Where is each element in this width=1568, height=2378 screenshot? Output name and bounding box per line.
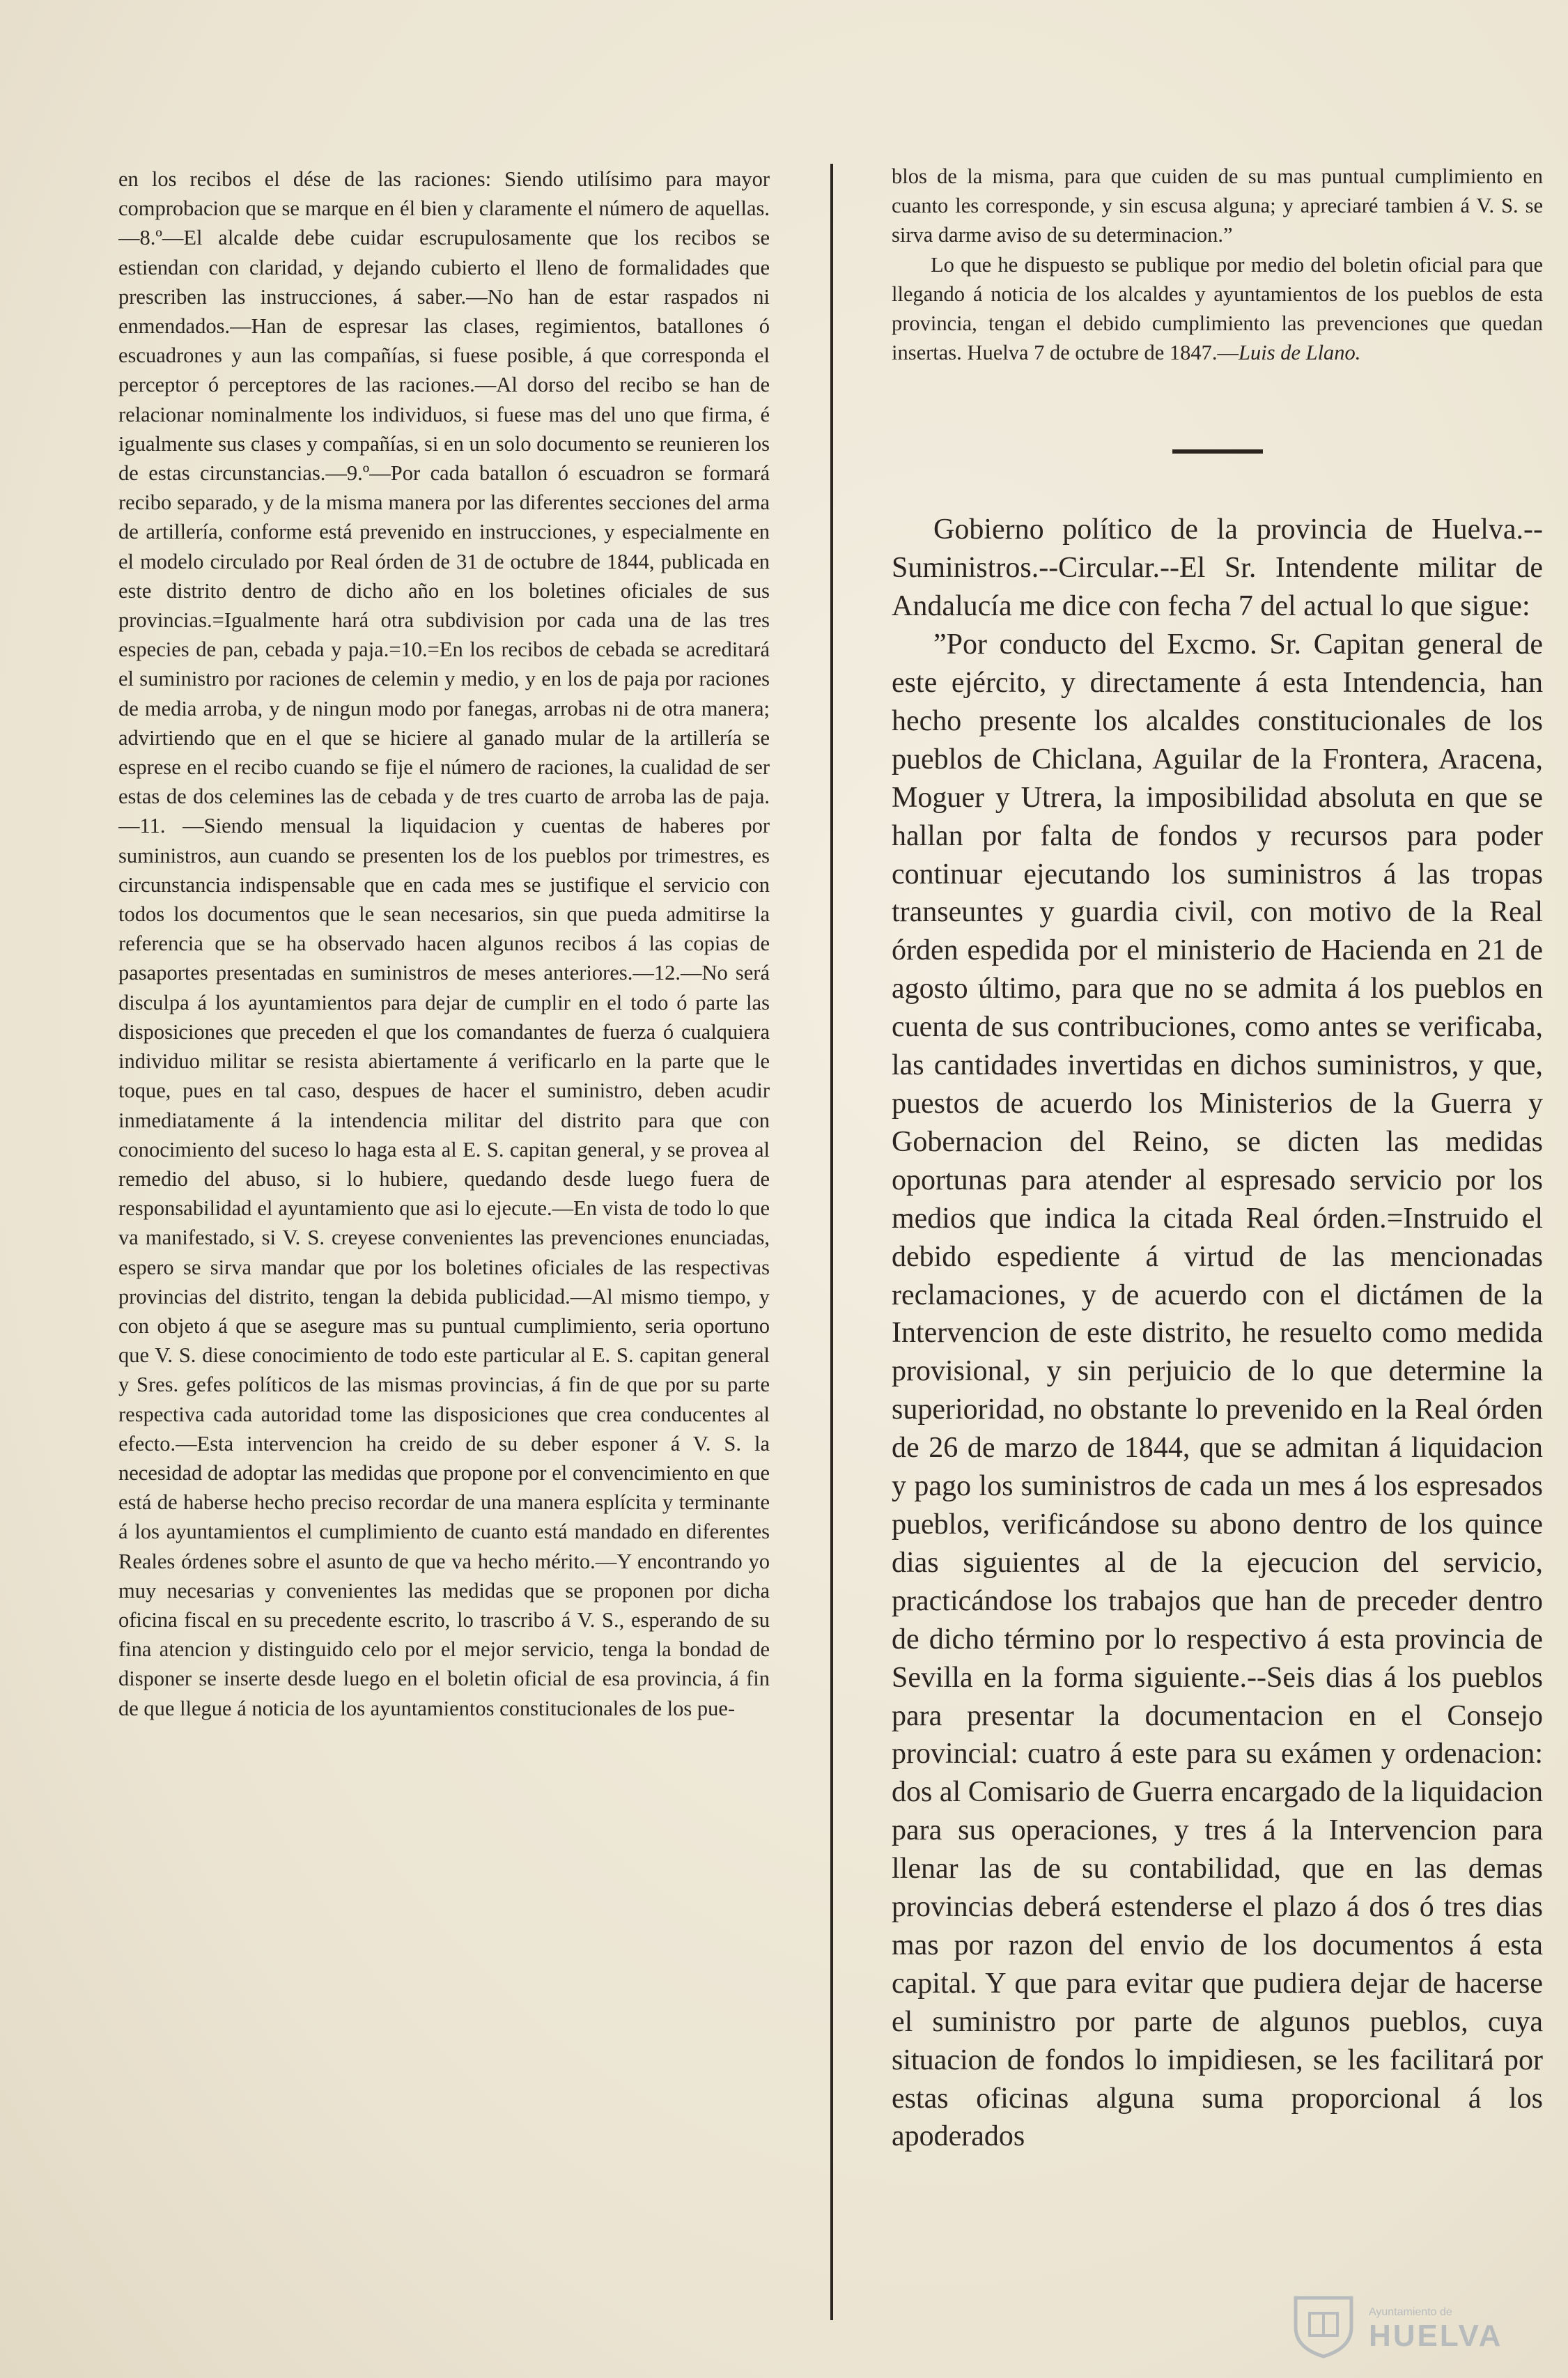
left-text-column xyxy=(118,164,770,2283)
section-separator-rule xyxy=(1172,449,1263,454)
right-text-column xyxy=(892,162,1543,2156)
column-divider xyxy=(830,164,833,2320)
shield-icon xyxy=(1289,2292,1358,2358)
left-column-text: en los recibos el dése de las raciones: Siendo utilísimo para mayor comprobacion que se marque en él bien y claramente el número de aquellas.—8.º—El alcalde debe cuidar escrupulosamente que los recibos se estiendan con claridad, y dejando cubierto el lleno de formalidades que prescriben las instrucciones, á saber.—No han de estar raspados ni enmendados.—Han de espresar las clases, regimientos, batallones ó escuadrones y aun las compañías, si fuese posible, á que corresponda el perceptor ó perceptores de las raciones.—Al dorso del recibo se han de relacionar nominalmente los individuos, si fuese mas del uno que firma, é igualmente sus clases y compañías, si en un solo documento se reunieren los de estas circunstancias.—9.º—Por cada batallon ó escuadron se formará recibo separado, y de la misma manera por las diferentes secciones del arma de artillería, conforme está prevenido en instrucciones, y especialmente en el modelo circulado por Real órden de 31 de octubre de 1844, publicada en este distrito dentro de dicho año en los boletines oficiales de sus provincias.=Igualmente hará otra subdivision por cada una de las tres especies de pan, cebada y paja.=10.=En los recibos de cebada se acreditará el suministro por raciones de celemin y medio, y en los de paja por raciones de media arroba, y de ningun modo por fanegas, arrobas ni de otra manera; advirtiendo que en el que se hiciere al ganado mular de la artillería se esprese en el recibo cuando se fije el número de raciones, la cualidad de ser estas de dos celemines las de cebada y de tres cuarto de arroba las de paja.—11. —Siendo mensual la liquidacion y cuentas de haberes por suministros, aun cuando se presenten los de los pueblos por trimestres, es circunstancia indispensable que en cada mes se justifique el servicio con todos los documentos que le sean necesarios, sin que pueda admitirse la referencia que se ha observado hacen algunos recibos á las copias de pasaportes presentadas en suministros de meses anteriores.—12.—No será disculpa á los ayuntamientos para dejar de cumplir en el todo ó parte las disposiciones que preceden el que los comandantes de fuerza ó cualquiera individuo militar se resista abiertamente á verificarlo en la parte que le toque, pues en tal caso, despues de hacer el suministro, deben acudir inmediatamente á la intendencia militar del distrito para que con conocimiento del suceso lo haga esta al E. S. capitan general, y se provea al remedio del abuso, si lo hubiere, quedando desde luego fuera de responsabilidad el ayuntamiento que asi lo ejecute.—En vista de todo lo que va manifestado, si V. S. creyese convenientes las prevenciones enunciadas, espero se sirva mandar que por los boletines oficiales de las respectivas provincias del distrito, tengan la debida publicidad.—Al mismo tiempo, y con objeto á que se asegure mas su puntual cumplimiento, seria oportuno que V. S. diese conocimiento de todo este particular al E. S. capitan general y Sres. gefes políticos de las mismas provincias, á fin de que por su parte respectiva cada autoridad tome las disposiciones que crea conducentes al efecto.—Esta intervencion ha creido de su deber esponer á V. S. la necesidad de adoptar las medidas que propone por el convencimiento en que está de haberse hecho preciso recordar de una manera esplícita y terminante á los ayuntamientos el cumplimiento de cuanto está mandado en diferentes Reales órdenes sobre el asunto de que va hecho mérito.—Y encontrando yo muy necesarias y convenientes las medidas que se proponen por dicha oficina fiscal en su precedente escrito, lo trascribo á V. S., esperando de su fina atencion y distinguido celo por el mejor servicio, tenga la bondad de disponer se inserte desde luego en el boletin oficial de esa provincia, á fin de que llegue á noticia de los ayuntamientos constitucionales de los pue- xyxy=(118,167,770,1720)
circular-heading-paragraph: Gobierno político de la provincia de Huelva.--Suministros.--Circular.--El Sr. Intendente militar de Andalucía me dice con fecha 7 del actual lo que sigue: xyxy=(892,514,1543,623)
continuation-paragraph: blos de la misma, para que cuiden de su mas puntual cumplimiento en cuanto les corresponde, y sin escusa alguna; y apreciaré tambien á V. S. se sirva darme aviso de su determinacion.” xyxy=(892,164,1543,247)
order-paragraph xyxy=(892,250,1543,368)
small-text-block xyxy=(892,162,1543,367)
large-text-block xyxy=(892,511,1543,2156)
archive-watermark xyxy=(1289,2292,1519,2358)
watermark-line1: Ayuntamiento de xyxy=(1369,2306,1452,2318)
signature: Luis de Llano. xyxy=(1239,341,1361,365)
circular-body-paragraph: ”Por conducto del Excmo. Sr. Capitan general de este ejército, y directamente á esta Intendencia, han hecho presente los alcaldes constitucionales de los pueblos de Chiclana, Aguilar de la Frontera, Aracena, Moguer y Utrera, la imposibilidad absoluta en que se hallan por falta de fondos y recursos para poder continuar ejecutando los suministros á las tropas transeuntes y guardia civil, con motivo de la Real órden espedida por el ministerio de Hacienda en 21 de agosto último, para que no se admita á los pueblos en cuenta de sus contribuciones, como antes se verificaba, las cantidades invertidas en dichos suministros, y que, puestos de acuerdo los Ministerios de la Guerra y Gobernacion del Reino, se dicten las medidas oportunas para atender al espresado servicio por los medios que indica la citada Real órden.=Instruido el debido espediente á virtud de las mencionadas reclamaciones, y de acuerdo con el dictámen de la Intervencion de este distrito, he resuelto como medida provisional, y sin perjuicio de lo que determine la superioridad, no obstante lo prevenido en la Real órden de 26 de marzo de 1844, que se admitan á liquidacion y pago los suministros de cada un mes á los espresados pueblos, verificándose su abono dentro de los quince dias siguientes al de la ejecucion del servicio, practicándose los trabajos que han de preceder dentro de dicho término por lo respectivo á esta provincia de Sevilla en la forma siguiente.--Seis dias á los pueblos para presentar la documentacion en el Consejo provincial: cuatro á este para su exámen y ordenacion: dos al Comisario de Guerra encargado de la liquidacion para sus operaciones, y tres á la Intervencion para llenar las de su contabilidad, que en las demas provincias deberá estenderse el plazo á dos ó tres dias mas por razon del envio de los documentos á esta capital. Y que para evitar que pudiera dejar de hacerse el suministro por parte de algunos pueblos, cuya situacion de fondos lo impidiesen, se les facilitará por estas oficinas alguna suma proporcional á los apoderados xyxy=(892,628,1543,2153)
watermark-line2: HUELVA xyxy=(1369,2319,1503,2353)
order-text: Lo que he dispuesto se publique por medio del boletin oficial para que llegando á noticia de los alcaldes y ayuntamientos de los pueblos de esta provincia, tengan el debido cumplimiento las prevenciones que quedan insertas. Huelva 7 de octubre de 1847.— xyxy=(892,252,1543,365)
